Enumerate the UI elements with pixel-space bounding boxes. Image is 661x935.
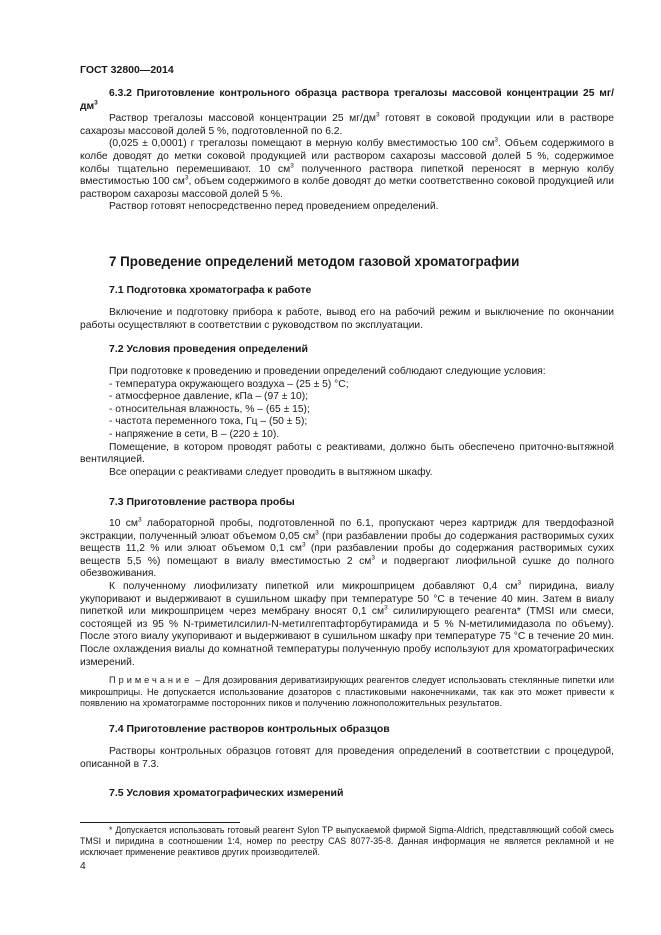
section-7-3-body bbox=[80, 518, 614, 709]
section-7-4-title: 7.4 Приготовление растворов контрольных образцов bbox=[109, 723, 390, 735]
paragraph: Раствор трегалозы массовой концентрации 25 $мг/дм^3$ готовят в соковой продукции или в растворе сахарозы массовой долей 5 %, подготовленной по 6.2. bbox=[80, 111, 615, 137]
paragraph: Все операции с реактивами следует проводить в вытяжном шкафу. bbox=[109, 466, 433, 478]
section-6-3-2 bbox=[80, 88, 614, 214]
paragraph: Раствор готовят непосредственно перед проведением определений. bbox=[109, 201, 439, 213]
section-7-1-body bbox=[80, 307, 614, 332]
section-6-3-2-heading: 6.3.2 Приготовление контрольного образца раствора трегалозы массовой концентрации 25 $мг/дм^3$ bbox=[80, 88, 614, 112]
conditions-list bbox=[80, 379, 614, 442]
note-label: Примечание bbox=[109, 675, 193, 686]
paragraph: Растворы контрольных образцов готовят для проведения определений в соответствии с процедурой, описанной в 7.3. bbox=[80, 746, 614, 770]
paragraph: (0,025 ± 0,0001) г трегалозы помещают в мерную колбу вместимостью 100 $см^3$. Объем содержимого в колбе доводят до метки соковой продукцией или раствором сахарозы массовой долей 5 %, содержимое колбы тщательно перемешивают. 10 $см^3$ полученного раствора пипеткой переносят в мерную колбу вместимостью 100 $см^3$, объем содержимого в колбе доводят до метки соответственно соковой продукцией или раствором сахарозы массовой долей 5 %. bbox=[80, 136, 614, 200]
paragraph: 10 $см^3$ лабораторной пробы, подготовленной по 6.1, пропускают через картридж для твердофазной экстракции, полученный элюат объемом 0,05 $см^3$ (при разбавлении пробы до содержания растворимых сухих веществ 11,2 % или элюат объемом 0,1 $см^3$ (при разбавлении пробы до содержания растворимых сухих веществ 5,5 %) помещают в виалу вместимостью 2 $см^3$ и подвергают лиофильной сушке до полного обезвоживания. bbox=[80, 516, 615, 580]
section-7-2-title: 7.2 Условия проведения определений bbox=[109, 343, 308, 355]
section-7-5-title: 7.5 Условия хроматографических измерений bbox=[109, 787, 344, 799]
list-item: - температура окружающего воздуха – (25 ± 5) °С; bbox=[109, 378, 349, 390]
footnote-divider bbox=[80, 822, 240, 823]
paragraph: Включение и подготовку прибора к работе, вывод его на рабочий режим и выключение по окончании работы осуществляют в соответствии с руководством по эксплуатации. bbox=[80, 307, 614, 331]
section-7-2-body bbox=[80, 366, 614, 479]
list-item: - атмосферное давление, кПа – (97 ± 10); bbox=[109, 391, 309, 403]
section-7-title: 7 Проведение определений методом газовой хроматографии bbox=[109, 254, 520, 269]
note: Примечание – Для дозирования дериватизирующих реагентов следует использовать стеклянные пипетки или микрошприцы. Не допускается использование дозаторов с пластиковыми наконечниками, так как это может привести к появлению на хроматограмме посторонних пиков и получению ложноположительных результатов. bbox=[80, 675, 614, 708]
paragraph: Помещение, в котором проводят работы с реактивами, должно быть обеспечено приточно-вытяжной вентиляцией. bbox=[80, 441, 614, 466]
section-7-4-body bbox=[80, 746, 614, 771]
footnote: * Допускается использовать готовый реагент Sylon TP выпускаемой фирмой Sigma-Aldrich, представляющий собой смесь TMSI и пиридина в соотношении 1:4, номер по реестру CAS 8077-35-8. Данная информация не является рекламной и не исключает применение реактивов других производителей. bbox=[80, 825, 614, 857]
paragraph: К полученному лиофилизату пипеткой или микрошприцем добавляют 0,4 $см^3$ пиридина, виалу укупоривают и выдерживают в сушильном шкафу при температуре 50 °С в течение 40 мин. Затем в виалу пипеткой или микрошприцем через мембрану вносят 0,1 $см^3$ силилирующего реагента* (TMSI или смеси, состоящей из 95 % N-триметилсилил-N-метилгептафторбутирамида и 5 % N-метилимидазола по объему). После этого виалу укупоривают и выдерживают в сушильном шкафу при температуре 75 °С в течение 20 мин. После охлаждения виалы до комнатной температуры полученную пробу используют для хроматографических измерений. bbox=[80, 579, 615, 668]
standard-header: ГОСТ 32800—2014 bbox=[80, 64, 174, 76]
list-item: - частота переменного тока, Гц – (50 ± 5); bbox=[109, 416, 308, 428]
page-number: 4 bbox=[80, 861, 86, 872]
list-item: - относительная влажность, % – (65 ± 15); bbox=[109, 403, 310, 415]
section-7-3-title: 7.3 Приготовление раствора пробы bbox=[109, 496, 295, 508]
paragraph: При подготовке к проведению и проведении определений соблюдают следующие условия: bbox=[109, 366, 546, 377]
list-item: - напряжение в сети, В – (220 ± 10). bbox=[109, 428, 280, 440]
section-7-1-title: 7.1 Подготовка хроматографа к работе bbox=[109, 284, 312, 296]
